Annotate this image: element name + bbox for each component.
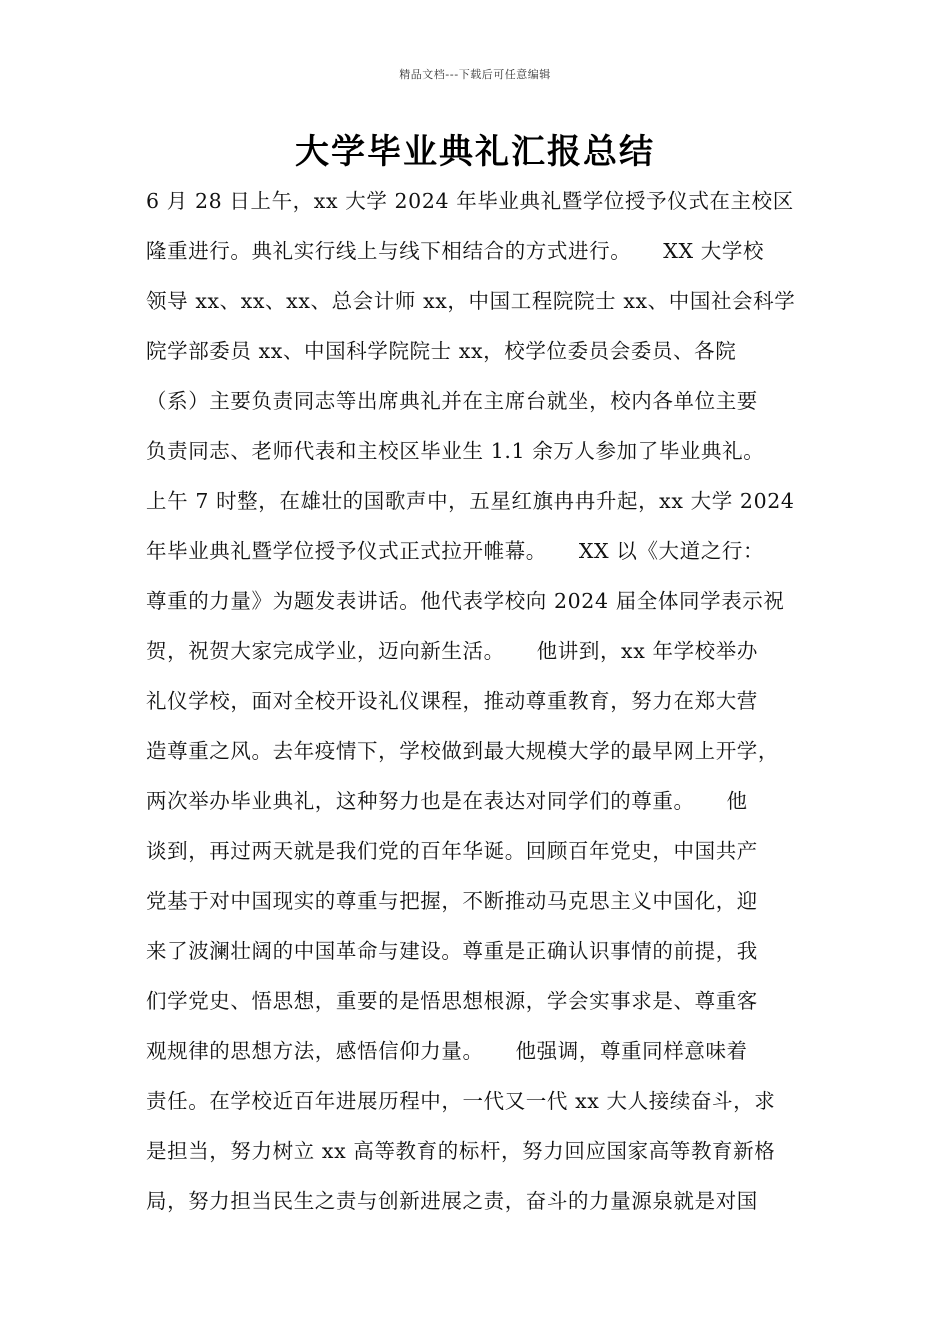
body-line: 局，努力担当民生之责与创新进展之责，奋斗的力量源泉就是对国 <box>146 1189 758 1213</box>
document-title: 大学毕业典礼汇报总结 <box>295 132 655 172</box>
body-text <box>146 176 826 1226</box>
body-line: 尊重的力量》为题发表讲话。他代表学校向 2024 届全体同学表示祝 <box>146 589 785 613</box>
body-line: 6 月 28 日上午，xx 大学 2024 年毕业典礼暨学位授予仪式在主校区 <box>146 189 794 213</box>
body-line: 院学部委员 xx、中国科学院院士 xx，校学位委员会委员、各院 <box>146 339 737 363</box>
body-line: 是担当，努力树立 xx 高等教育的标杆，努力回应国家高等教育新格 <box>146 1139 776 1163</box>
body-line: 们学党史、悟思想，重要的是悟思想根源，学会实事求是、尊重客 <box>146 989 758 1013</box>
body-line: 上午 7 时整，在雄壮的国歌声中，五星红旗冉冉升起，xx 大学 2024 <box>146 489 795 513</box>
body-line: 责任。在学校近百年进展历程中，一代又一代 xx 大人接续奋斗，求 <box>146 1089 776 1113</box>
body-line: 隆重进行。典礼实行线上与线下相结合的方式进行。 XX 大学校 <box>146 239 765 263</box>
body-line: 观规律的思想方法，感悟信仰力量。 他强调，尊重同样意味着 <box>146 1039 748 1063</box>
body-line: （系）主要负责同志等出席典礼并在主席台就坐，校内各单位主要 <box>146 389 758 413</box>
body-line: 两次举办毕业典礼，这种努力也是在表达对同学们的尊重。 他 <box>146 789 748 813</box>
body-line: 谈到，再过两天就是我们党的百年华诞。回顾百年党史，中国共产 <box>146 839 758 863</box>
body-line: 年毕业典礼暨学位授予仪式正式拉开帷幕。 XX 以《大道之行： <box>146 539 765 563</box>
body-line: 领导 xx、xx、xx、总会计师 xx，中国工程院院士 xx、中国社会科学 <box>146 289 796 313</box>
body-line: 礼仪学校，面对全校开设礼仪课程，推动尊重教育，努力在郑大营 <box>146 689 758 713</box>
body-line: 党基于对中国现实的尊重与把握，不断推动马克思主义中国化，迎 <box>146 889 758 913</box>
body-line: 造尊重之风。去年疫情下，学校做到最大规模大学的最早网上开学， <box>146 739 779 763</box>
body-line: 贺，祝贺大家完成学业，迈向新生活。 他讲到，xx 年学校举办 <box>146 639 758 663</box>
body-line: 负责同志、老师代表和主校区毕业生 1.1 余万人参加了毕业典礼。 <box>146 439 765 463</box>
header-note: 精品文档---下载后可任意编辑 <box>399 68 551 81</box>
body-line: 来了波澜壮阔的中国革命与建设。尊重是正确认识事情的前提，我 <box>146 939 758 963</box>
